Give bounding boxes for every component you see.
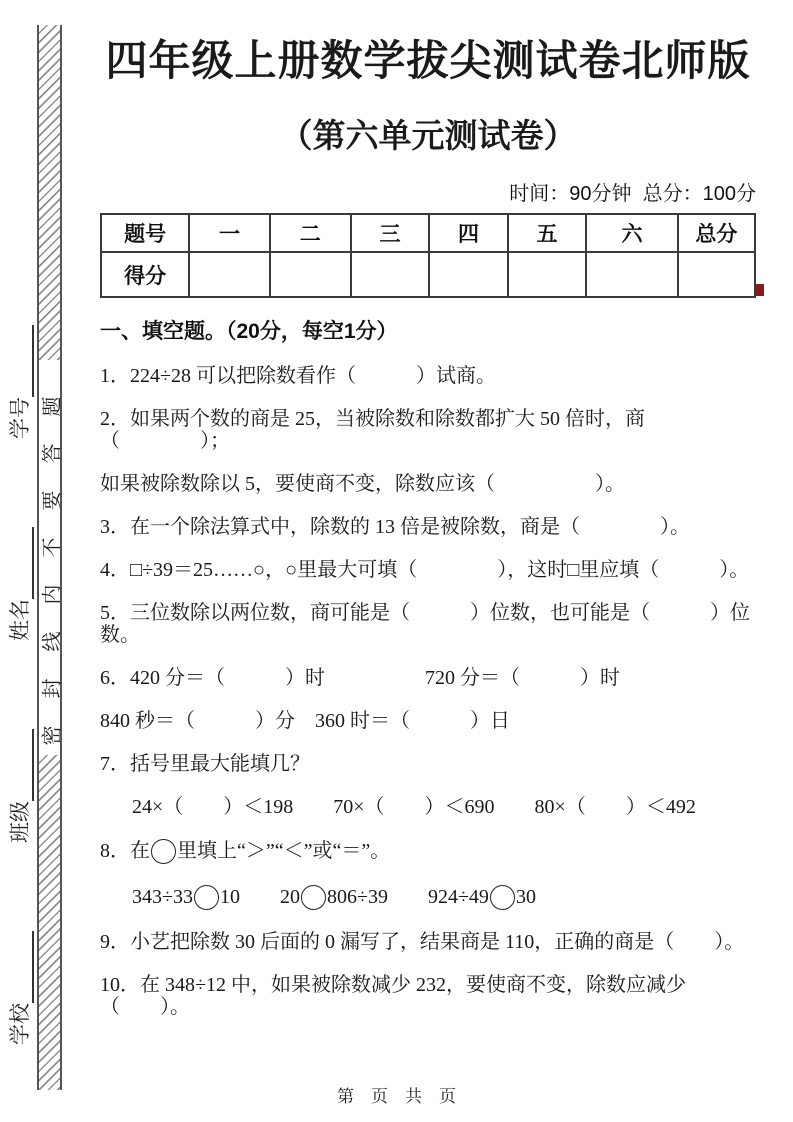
question-line: 3．在一个除法算式中，除数的 13 倍是被除数，商是（ ）。 [100, 516, 690, 538]
red-mark-artifact [756, 284, 764, 296]
score-table-body [101, 214, 755, 297]
score-cell[interactable] [189, 252, 269, 297]
student-info-field [4, 325, 34, 439]
question-line: 5．三位数除以两位数，商可能是（ ）位数，也可能是（ ）位数。 [100, 602, 750, 646]
content-area [100, 18, 756, 1039]
score-cell[interactable] [508, 252, 586, 297]
student-info-field [4, 527, 34, 641]
score-table-column-header: 五 [508, 214, 586, 252]
student-info-field [4, 729, 34, 843]
score-table-column-header: 三 [351, 214, 429, 252]
answer-circle[interactable] [151, 839, 176, 864]
question-line: 1．224÷28 可以把除数看作（ ）试商。 [100, 365, 496, 387]
student-info-label: 姓名 [8, 599, 32, 641]
score-table-column-header: 总分 [678, 214, 755, 252]
exam-meta: 时间：90分钟 总分：100分 [509, 183, 756, 205]
answer-circle[interactable] [194, 885, 219, 910]
score-table-column-header: 四 [429, 214, 507, 252]
student-info-label: 班级 [8, 801, 32, 843]
seal-strip [37, 25, 62, 1090]
student-info-label: 学号 [8, 397, 32, 439]
seal-text-box [39, 360, 63, 755]
score-table-column-header: 一 [189, 214, 269, 252]
answer-circle[interactable] [301, 885, 326, 910]
answer-circle[interactable] [490, 885, 515, 910]
hatch-pattern-top [39, 25, 60, 360]
page-title: 四年级上册数学拔尖测试卷北师版 [105, 37, 751, 84]
score-cell[interactable] [270, 252, 351, 297]
page-footer: 第 页 共 页 [337, 1087, 456, 1106]
question-line: 如果被除数除以 5，要使商不变，除数应该（ ）。 [100, 473, 625, 495]
question-line: 4．□÷39＝25……○，○里最大可填（ ），这时□里应填（ ）。 [100, 559, 750, 581]
student-info-field [4, 931, 34, 1045]
score-row-label: 得分 [101, 252, 189, 297]
student-info-label: 学校 [8, 1003, 32, 1045]
question-line: 8．在 里填上“＞”“＜”或“＝”。 [100, 840, 391, 862]
question-line: 9．小艺把除数 30 后面的 0 漏写了，结果商是 110，正确的商是（ ）。 [100, 931, 745, 953]
question-line: 10．在 348÷12 中，如果被除数减少 232，要使商不变，除数应减少（ ）。 [100, 974, 686, 1018]
student-info-blank[interactable] [14, 325, 34, 397]
section-heading: 一、填空题。（20分，每空1分） [100, 320, 398, 343]
page-subtitle: （第六单元测试卷） [279, 117, 577, 154]
question-line: 24×（ ）＜198 70×（ ）＜690 80×（ ）＜492 [132, 796, 696, 818]
question-line: 6．420 分＝（ ）时 720 分＝（ ）时 [100, 667, 620, 689]
question-line: 2．如果两个数的商是 25，当被除数和除数都扩大 50 倍时，商（ ）； [100, 408, 645, 452]
questions-list [100, 365, 756, 1018]
seal-line-text: 密封线内不要答题 [41, 369, 63, 746]
hatch-pattern-bottom [39, 755, 60, 1090]
score-cell[interactable] [351, 252, 429, 297]
student-info-blank[interactable] [14, 931, 34, 1003]
student-info-blank[interactable] [14, 729, 34, 801]
question-line: 343÷33 10 20 806÷39 924÷49 30 [132, 886, 536, 908]
student-info-fields [4, 145, 34, 1045]
score-table-corner-label: 题号 [101, 214, 189, 252]
student-info-blank[interactable] [14, 527, 34, 599]
score-table-column-header: 二 [270, 214, 351, 252]
score-cell[interactable] [586, 252, 678, 297]
score-cell[interactable] [429, 252, 507, 297]
score-table-column-header: 六 [586, 214, 678, 252]
score-table [100, 213, 756, 298]
question-line: 7．括号里最大能填几？ [100, 753, 310, 775]
score-cell[interactable] [678, 252, 755, 297]
question-line: 840 秒＝（ ）分 360 时＝（ ）日 [100, 710, 510, 732]
